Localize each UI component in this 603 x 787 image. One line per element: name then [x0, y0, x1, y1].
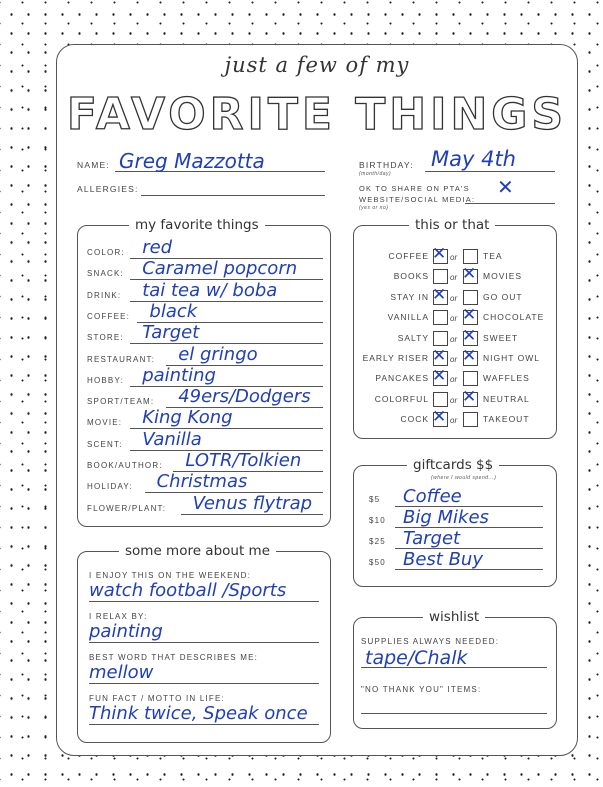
- name-field[interactable]: Greg Mazzotta: [119, 149, 265, 173]
- tot-left-label: STAY IN: [390, 291, 429, 302]
- giftcard-value[interactable]: Big Mikes: [403, 507, 489, 528]
- or-label: or: [450, 334, 458, 344]
- favorite-value[interactable]: Caramel popcorn: [142, 258, 298, 280]
- check-mark-icon: ✕: [432, 366, 447, 387]
- birthday-line: [425, 171, 555, 172]
- giftcard-amount: $25: [369, 537, 386, 546]
- giftcard-amount: $5: [369, 495, 381, 504]
- favorite-value[interactable]: LOTR/Tolkien: [185, 450, 302, 471]
- giftcard-amount: $10: [369, 516, 386, 525]
- favorite-value[interactable]: Venus flytrap: [192, 492, 313, 514]
- about-label: I RELAX BY:: [89, 612, 148, 621]
- favorite-value[interactable]: red: [142, 237, 173, 258]
- tot-left-checkbox[interactable]: [433, 392, 448, 407]
- about-line: [89, 601, 319, 602]
- allergies-label: ALLERGIES:: [77, 184, 139, 194]
- or-label: or: [450, 416, 458, 426]
- birthday-field[interactable]: May 4th: [431, 147, 516, 171]
- or-label: or: [450, 355, 458, 364]
- form-subtitle: just a few of my: [224, 53, 410, 77]
- form-sheet: [56, 44, 578, 756]
- favorites-title: my favorite things: [129, 217, 265, 233]
- or-label: or: [450, 253, 458, 262]
- tot-right-checkbox[interactable]: [462, 346, 478, 366]
- tot-left-checkbox[interactable]: [432, 346, 448, 366]
- about-label: FUN FACT / MOTTO IN LIFE:: [89, 694, 225, 703]
- favorite-label: SPORT/TEAM:: [87, 397, 155, 407]
- tot-right-label: MOVIES: [483, 271, 523, 282]
- favorite-label: BOOK/AUTHOR:: [87, 461, 163, 470]
- tot-left-checkbox[interactable]: [432, 366, 448, 387]
- tot-right-label: WAFFLES: [483, 373, 530, 384]
- favorite-value[interactable]: Christmas: [156, 471, 248, 493]
- favorite-label: STORE:: [87, 333, 124, 343]
- tot-left-label: COFFEE: [388, 251, 429, 261]
- favorite-label: FLOWER/PLANT:: [87, 503, 167, 513]
- wishlist-title: wishlist: [423, 609, 485, 625]
- about-line: [89, 683, 319, 684]
- tot-left-checkbox[interactable]: [432, 244, 448, 264]
- tot-right-checkbox[interactable]: [462, 325, 478, 346]
- about-title: some more about me: [119, 543, 276, 559]
- form-title: FAVORITE THINGS: [66, 89, 568, 140]
- tot-right-checkbox[interactable]: [462, 305, 478, 326]
- check-mark-icon: ✕: [432, 244, 447, 264]
- tot-left-label: VANILLA: [387, 312, 429, 323]
- favorite-label: HOLIDAY:: [87, 482, 133, 492]
- tot-right-checkbox[interactable]: [462, 264, 478, 285]
- favorite-value[interactable]: black: [149, 300, 198, 322]
- tot-right-checkbox[interactable]: [463, 290, 478, 305]
- share-hint: (yes or no): [359, 205, 389, 211]
- or-label: or: [450, 273, 458, 283]
- tot-right-label: NIGHT OWL: [483, 353, 541, 363]
- favorite-value[interactable]: Vanilla: [142, 428, 202, 450]
- tot-left-label: BOOKS: [393, 271, 429, 282]
- giftcard-value[interactable]: Best Buy: [403, 549, 483, 570]
- check-mark-icon: ✕: [462, 305, 477, 326]
- check-mark-icon: ✕: [432, 407, 447, 428]
- giftcard-value[interactable]: Coffee: [403, 486, 462, 507]
- this-or-that-title: this or that: [409, 217, 495, 233]
- check-mark-icon: ✕: [432, 346, 447, 366]
- favorite-value[interactable]: el gringo: [178, 343, 258, 365]
- tot-left-label: COCK: [400, 414, 429, 425]
- tot-left-checkbox[interactable]: [432, 284, 448, 305]
- favorite-label: SNACK:: [87, 269, 124, 279]
- birthday-hint: (month/day): [359, 171, 392, 177]
- tot-left-label: SALTY: [397, 332, 429, 343]
- giftcards-title: giftcards $$: [407, 457, 499, 473]
- or-label: or: [450, 375, 458, 385]
- giftcards-subtitle: (where I would spend...): [431, 475, 497, 481]
- tot-right-checkbox[interactable]: [463, 412, 478, 427]
- tot-right-label: NEUTRAL: [483, 393, 530, 404]
- favorite-label: RESTAURANT:: [87, 354, 156, 364]
- allergies-line: [141, 195, 325, 196]
- favorite-label: MOVIE:: [87, 418, 123, 428]
- giftcard-amount: $50: [369, 558, 386, 567]
- supplies-field[interactable]: tape/Chalk: [365, 647, 468, 669]
- tot-right-label: CHOCOLATE: [483, 312, 545, 323]
- favorite-label: SCENT:: [87, 439, 123, 449]
- tot-left-label: EARLY RISER: [362, 353, 429, 363]
- supplies-label: SUPPLIES ALWAYS NEEDED:: [361, 637, 500, 646]
- tot-right-checkbox[interactable]: [462, 386, 478, 407]
- tot-left-label: COLORFUL: [374, 393, 429, 404]
- tot-left-label: PANCAKES: [375, 373, 429, 384]
- share-field[interactable]: ✕: [497, 175, 514, 199]
- favorite-value[interactable]: tai tea w/ boba: [142, 279, 278, 301]
- check-mark-icon: ✕: [462, 346, 477, 366]
- tot-left-checkbox[interactable]: [433, 310, 448, 325]
- tot-left-checkbox[interactable]: [432, 407, 448, 428]
- favorite-value[interactable]: painting: [142, 364, 216, 386]
- tot-right-label: TEA: [483, 251, 503, 261]
- favorite-label: COFFEE:: [87, 311, 131, 321]
- or-label: or: [450, 314, 458, 324]
- favorite-value[interactable]: 49ers/Dodgers: [178, 386, 311, 408]
- about-line: [89, 642, 319, 643]
- favorite-value[interactable]: Target: [142, 322, 200, 344]
- about-label: I ENJOY THIS ON THE WEEKEND:: [89, 571, 252, 580]
- tot-right-label: GO OUT: [483, 291, 523, 302]
- about-value[interactable]: Think twice, Speak once: [89, 703, 308, 724]
- about-value[interactable]: watch football /Sports: [89, 580, 287, 601]
- or-label: or: [450, 293, 458, 303]
- tot-left-checkbox[interactable]: [433, 331, 448, 346]
- check-mark-icon: ✕: [462, 386, 477, 407]
- favorite-label: DRINK:: [87, 290, 122, 300]
- check-mark-icon: ✕: [462, 264, 477, 285]
- about-label: BEST WORD THAT DESCRIBES ME:: [89, 653, 259, 662]
- about-value[interactable]: mellow: [89, 662, 154, 683]
- check-mark-icon: ✕: [462, 325, 477, 346]
- tot-right-checkbox[interactable]: [463, 371, 478, 386]
- share-label-2: WEBSITE/SOCIAL MEDIA:: [359, 195, 476, 204]
- tot-right-checkbox[interactable]: [463, 249, 478, 264]
- share-line: [465, 203, 555, 204]
- favorite-label: COLOR:: [87, 248, 125, 257]
- favorite-label: HOBBY:: [87, 375, 124, 385]
- name-label: NAME:: [77, 160, 110, 170]
- favorite-line: [181, 514, 323, 515]
- tot-right-label: SWEET: [483, 332, 519, 343]
- no-thanks-line: [361, 713, 547, 714]
- favorite-value[interactable]: King Kong: [142, 407, 233, 429]
- share-label-1: OK TO SHARE ON PTA'S: [359, 184, 470, 193]
- tot-right-label: TAKEOUT: [483, 414, 530, 425]
- giftcard-value[interactable]: Target: [403, 528, 461, 549]
- or-label: or: [450, 395, 458, 405]
- no-thanks-label: "NO THANK YOU" ITEMS:: [361, 685, 482, 694]
- tot-left-checkbox[interactable]: [433, 269, 448, 284]
- about-value[interactable]: painting: [89, 621, 163, 642]
- birthday-label: BIRTHDAY:: [359, 160, 414, 170]
- about-line: [89, 724, 319, 725]
- check-mark-icon: ✕: [432, 284, 447, 305]
